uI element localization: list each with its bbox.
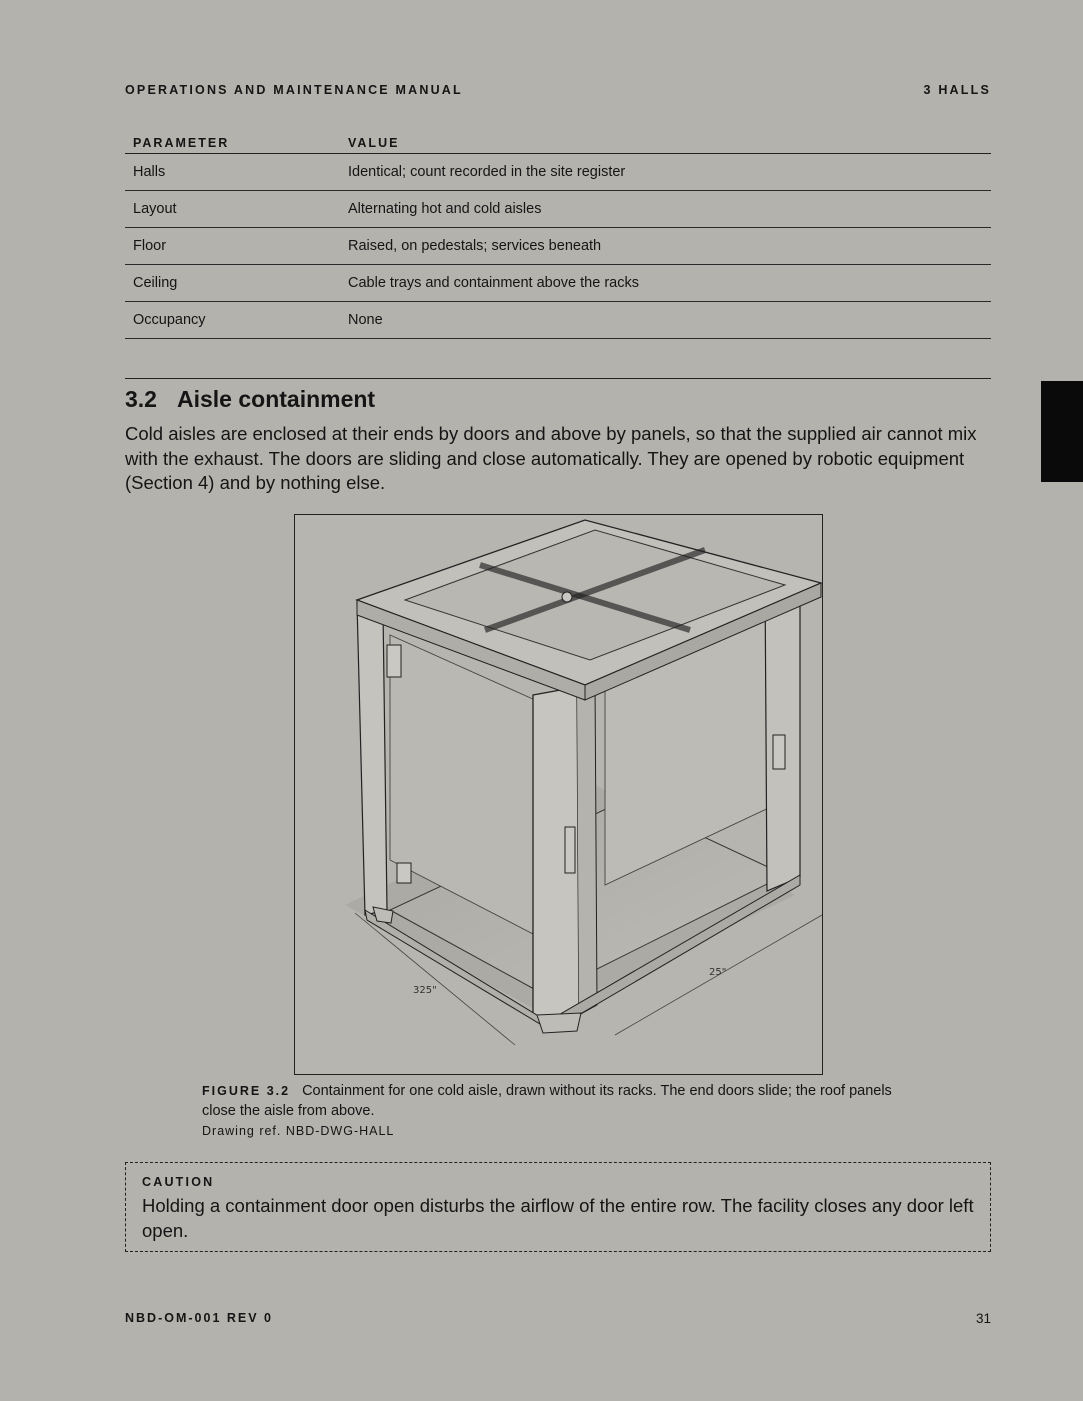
chapter-thumb-tab	[1041, 381, 1083, 482]
containment-drawing	[294, 514, 823, 1075]
section-divider	[125, 378, 991, 379]
section-paragraph: Cold aisles are enclosed at their ends by doors and above by panels, so that the supplied air cannot mix with the exhaust. The doors are sliding and close automatically. They are opened by robotic equipment (Section 4) and by nothing else.	[125, 423, 977, 493]
manual-title: OPERATIONS AND MAINTENANCE MANUAL	[125, 83, 463, 97]
running-footer	[125, 1310, 991, 1326]
roof-joint	[562, 592, 572, 602]
table-row	[125, 302, 991, 339]
table-header-row	[125, 131, 991, 154]
figure-caption	[202, 1081, 892, 1121]
chapter-label: 3 HALLS	[923, 83, 991, 97]
table-cell-value: Cable trays and containment above the racks	[340, 265, 991, 302]
table-cell-parameter: Ceiling	[125, 265, 340, 302]
table-row	[125, 265, 991, 302]
door-hinge-top-left	[387, 645, 401, 677]
section-number: 3.2	[125, 386, 157, 412]
dimension-label-right: 25"	[709, 967, 727, 978]
parameters-table	[125, 131, 991, 339]
section-heading	[125, 384, 991, 414]
table-row	[125, 228, 991, 265]
caution-text: Holding a containment door open disturbs the airflow of the entire row. The facility closes any door left open.	[142, 1195, 974, 1241]
table-cell-value: Raised, on pedestals; services beneath	[340, 228, 991, 265]
section-title: Aisle containment	[176, 386, 376, 412]
running-header	[125, 82, 991, 98]
caution-label: CAUTION	[142, 1175, 215, 1189]
foot-center	[537, 1013, 581, 1033]
table-cell-parameter: Occupancy	[125, 302, 340, 339]
column-header-value: VALUE	[340, 131, 991, 154]
table-row	[125, 191, 991, 228]
front-post-center-side	[577, 680, 597, 1015]
door-handle-center	[565, 827, 575, 873]
drawing-reference: Drawing ref. NBD-DWG-HALL	[202, 1124, 395, 1138]
page-number: 31	[975, 1310, 991, 1326]
column-header-parameter: PARAMETER	[125, 131, 340, 154]
figure-caption-text: Containment for one cold aisle, drawn without its racks. The end doors slide; the roof panels close the aisle from above.	[202, 1083, 892, 1119]
table-cell-value: Alternating hot and cold aisles	[340, 191, 991, 228]
table-cell-parameter: Floor	[125, 228, 340, 265]
dimension-label-left: 325"	[413, 985, 437, 996]
figure-label: FIGURE 3.2	[202, 1084, 291, 1098]
door-hinge-bottom-left	[397, 863, 411, 883]
caution-box	[125, 1162, 991, 1252]
table-row	[125, 154, 991, 191]
document-id: NBD-OM-001 REV 0	[125, 1311, 273, 1325]
door-handle-right	[773, 735, 785, 769]
containment-illustration	[295, 515, 822, 1074]
table-cell-parameter: Layout	[125, 191, 340, 228]
table-cell-parameter: Halls	[125, 154, 340, 191]
table-cell-value: None	[340, 302, 991, 339]
front-post-left	[357, 603, 387, 915]
rear-post-right	[765, 577, 800, 891]
table-cell-value: Identical; count recorded in the site register	[340, 154, 991, 191]
